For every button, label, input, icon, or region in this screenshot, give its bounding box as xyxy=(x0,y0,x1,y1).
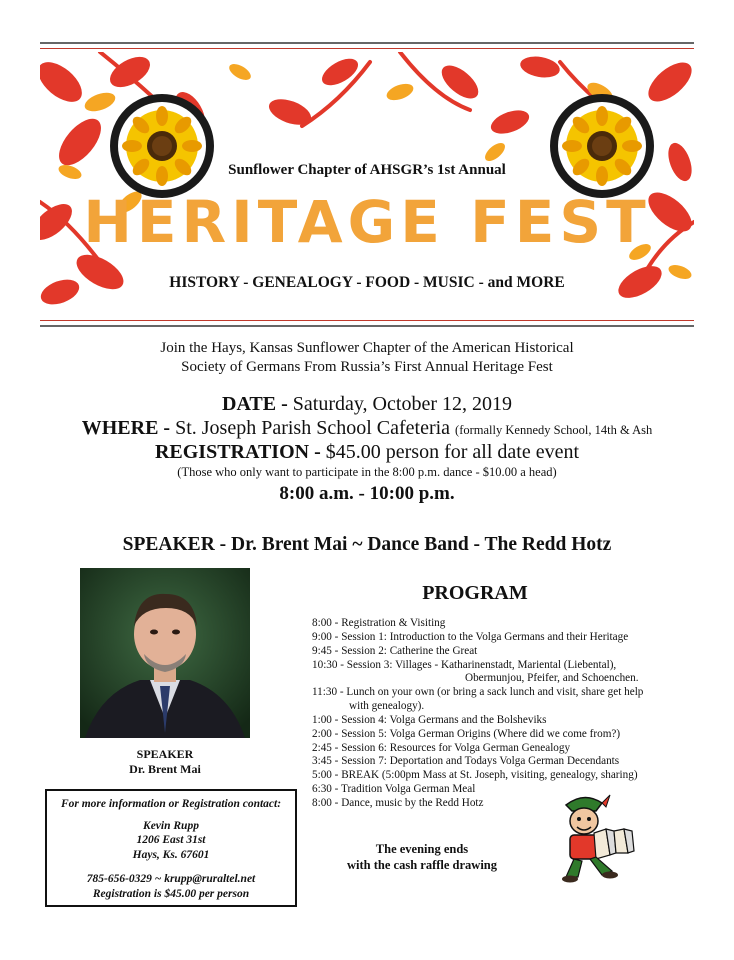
ahsgr-seal-left-icon xyxy=(108,92,216,200)
top-rule-2 xyxy=(40,48,694,49)
speaker-line: SPEAKER - Dr. Brent Mai ~ Dance Band - The Redd Hotz xyxy=(122,534,612,555)
registration-line xyxy=(0,441,734,464)
intro-paragraph xyxy=(60,339,674,377)
top-rule-1 xyxy=(40,42,694,44)
event-hours: 8:00 a.m. - 10:00 p.m. xyxy=(279,483,455,504)
date-line xyxy=(0,393,734,416)
dance-note: (Those who only want to participate in the 8:00 p.m. dance - $10.00 a head) xyxy=(177,465,557,479)
closing-line-1: The evening ends xyxy=(375,842,469,856)
program-item: 11:30 - Lunch on your own (or bring a sack lunch and visit, share get help xyxy=(312,686,644,699)
intro-line-1: Join the Hays, Kansas Sunflower Chapter of the American Historical xyxy=(160,340,574,356)
program-item: 9:45 - Session 2: Catherine the Great xyxy=(312,644,478,657)
speaker-caption-name: Dr. Brent Mai xyxy=(129,762,201,776)
event-tagline: HISTORY - GENEALOGY - FOOD - MUSIC - and MORE xyxy=(169,274,565,291)
program-item: 1:00 - Session 4: Volga Germans and the Bolsheviks xyxy=(312,713,547,726)
contact-fee: Registration is $45.00 per person xyxy=(92,887,250,900)
contact-box xyxy=(45,789,297,907)
program-title: PROGRAM xyxy=(422,582,528,604)
registration-value: $45.00 person for all date event xyxy=(325,441,580,463)
intro-line-2: Society of Germans From Russia’s First Annual Heritage Fest xyxy=(181,359,553,375)
contact-address-2: Hays, Ks. 67601 xyxy=(132,848,210,861)
speaker-photo xyxy=(80,568,250,738)
heritage-fest-banner xyxy=(40,52,694,318)
program-item: 9:00 - Session 1: Introduction to the Volga Germans and their Heritage xyxy=(312,630,629,643)
contact-phone-email: 785-656-0329 ~ krupp@ruraltel.net xyxy=(86,873,256,885)
bottom-rule-1 xyxy=(40,320,694,321)
date-value: Saturday, October 12, 2019 xyxy=(292,393,512,415)
closing-line-2: with the cash raffle drawing xyxy=(347,858,497,872)
where-note: (formally Kennedy School, 14th & Ash xyxy=(455,423,653,437)
program-item: 10:30 - Session 3: Villages - Katharinenstadt, Mariental (Liebental), xyxy=(312,658,617,671)
contact-address-1: 1206 East 31st xyxy=(136,834,206,846)
event-subtitle: Sunflower Chapter of AHSGR’s 1st Annual xyxy=(228,162,506,178)
where-value: St. Joseph Parish School Cafeteria xyxy=(175,417,451,439)
where-label: WHERE - xyxy=(81,417,171,439)
speaker-caption-role: SPEAKER xyxy=(136,747,194,761)
program-item: 2:00 - Session 5: Volga German Origins (Where did we come from?) xyxy=(312,727,621,740)
program-item: Obermunjou, Pfeifer, and Schoenchen. xyxy=(465,672,639,685)
program-item: 2:45 - Session 6: Resources for Volga German Genealogy xyxy=(312,741,571,754)
where-line xyxy=(0,417,734,440)
date-label: DATE - xyxy=(222,393,288,415)
registration-label: REGISTRATION - xyxy=(154,441,321,463)
bottom-rule-2 xyxy=(40,325,694,327)
ahsgr-seal-right-icon xyxy=(548,92,656,200)
accordion-player-icon xyxy=(544,793,654,883)
closing-note xyxy=(312,841,532,873)
program-item: 6:30 - Tradition Volga German Meal xyxy=(312,783,476,796)
contact-name: Kevin Rupp xyxy=(143,819,199,832)
contact-heading: For more information or Registration contact: xyxy=(60,798,282,810)
event-title: HERITAGE FEST xyxy=(83,188,651,256)
program-item: 8:00 - Registration & Visiting xyxy=(312,617,446,629)
program-list xyxy=(312,617,712,811)
program-item: 3:45 - Session 7: Deportation and Todays Volga German Decendants xyxy=(312,755,620,768)
program-item: 8:00 - Dance, music by the Redd Hotz xyxy=(312,796,484,809)
program-item: with genealogy). xyxy=(349,700,425,713)
program-item: 5:00 - BREAK (5:00pm Mass at St. Joseph, visiting, genealogy, sharing) xyxy=(312,769,638,782)
